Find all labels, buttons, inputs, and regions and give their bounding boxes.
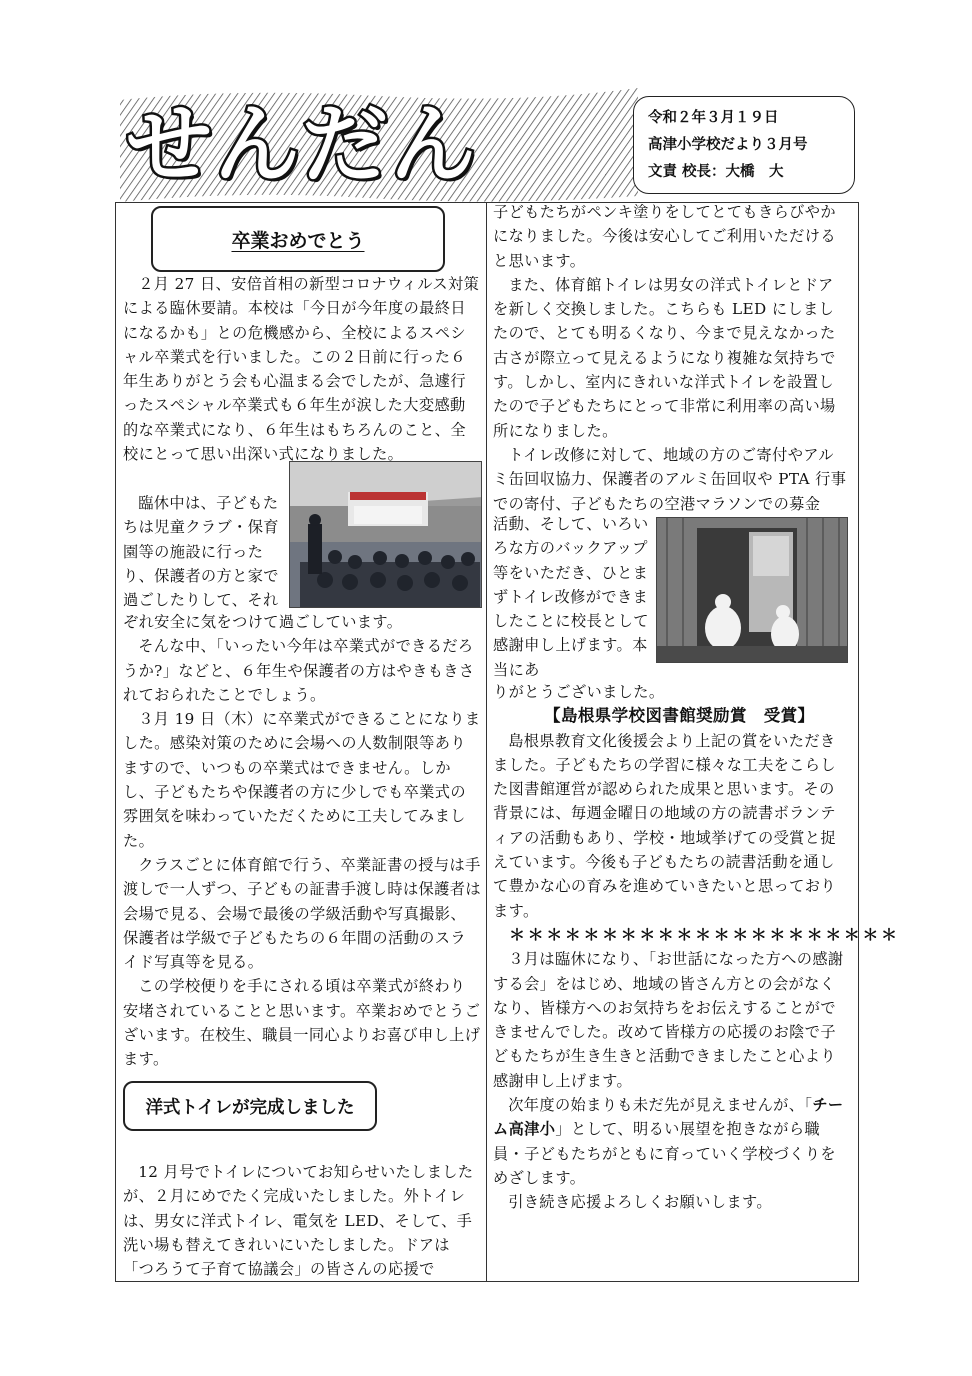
masthead	[118, 86, 640, 204]
toilet-heading: 洋式トイレが完成しました	[145, 1097, 355, 1118]
issue-date: 令和２年３月１９日	[648, 110, 779, 126]
closing-paragraph-team	[493, 1093, 849, 1190]
toilet-article	[123, 1160, 481, 1281]
issue-info-box	[633, 96, 855, 194]
team-text-after: 」として、明るい展望を抱きながら職員・子どもたちがともに育っていく学校づくりをめざします。	[493, 1120, 836, 1187]
right-column-lower	[493, 680, 900, 1215]
toilet-paragraph: 12 月号でトイレについてお知らせいたしましたが、２月にめでたく完成いたしました。外トイレは、男女に洋式トイレ、電気を LED、そして、手洗い場も替えてきれいにいたしました。ドアは「つろうて子育て協議会」の皆さんの応援で	[123, 1163, 474, 1279]
toilet-paragraph-cont: 活動、そして、いろいろな方のバックアップ等をいただき、ひとまずトイレ改修ができましたことに校長として感謝申し上げます。本当にあ	[493, 515, 649, 679]
graduation-article-cont	[123, 610, 481, 1072]
graduation-heading: 卒業おめでとう	[231, 229, 365, 252]
newsletter-name: 高津小学校だより３月号	[648, 137, 808, 153]
toilet-paragraph-cont: りがとうございました。	[493, 683, 665, 701]
award-paragraph: 島根県教育文化後援会より上記の賞をいただきました。子どもたちの学習に様々な工夫をこらした図書館運営が認められた成果と思います。その背景には、毎週金曜日の地域の方の読書ボランティアの活動もあり、学校・地域挙げての受賞と捉えています。今後も子どもたちの読書活動を通して豊かな心の育みを進めていきたいと思っております。	[493, 731, 836, 920]
toilet-renovation-photo	[656, 517, 848, 663]
separator-stars: ＊＊＊＊＊＊＊＊＊＊＊＊＊＊＊＊＊＊＊＊＊	[509, 924, 900, 944]
author-line: 文責 校長：大橋 大	[648, 164, 784, 180]
award-heading: 【島根県学校図書館奨励賞 受賞】	[544, 706, 815, 726]
graduation-article	[123, 272, 481, 466]
team-name: チーム高津小	[493, 1096, 844, 1139]
closing-paragraph: 引き続き応援よろしくお願いします。	[508, 1193, 772, 1212]
graduation-paragraph: ２月 27 日、安倍首相の新型コロナウィルス対策による臨休要請。本校は「今日が今年度の最終日になるかも」との危機感から、全校によるスペシャル卒業式を行いました。この２日前に行った６年生ありがとう会も心温まる会でしたが、急遽行ったスペシャル卒業式も６年生が涙した大変感動的な卒業式になり、６年生はもちろんのこと、全校にとって思い出深い式になりました。	[123, 275, 480, 464]
thanks-wrap-text	[493, 512, 649, 682]
toilet-paragraph-cont: 子どもたちがペンキ塗りをしてとてもきらびやかになりました。今後は安心してご利用いただけると思います。	[493, 203, 836, 270]
graduation-paragraph-cont: ぞれ安全に気をつけて過ごしています。	[123, 613, 403, 631]
graduation-paragraph: そんな中、「いったい今年は卒業式ができるだろうか?」などと、６年生や保護者の方はやきもきされておられたことでしょう。	[123, 637, 475, 704]
right-column	[493, 200, 849, 516]
graduation-paragraph: 臨休中は、子どもたちは児童クラブ・保育園等の施設に行ったり、保護者の方と家で過ごしたりして、それ	[123, 494, 279, 610]
masthead-title: せんだん	[126, 95, 478, 195]
graduation-wrap-text	[123, 491, 283, 612]
graduation-ceremony-photo	[289, 461, 482, 608]
toilet-paragraph: また、体育館トイレは男女の洋式トイレとドアを新しく交換しました。こちらも LED にしましたので、とても明るくなり、今まで見えなかった古さが際立って見えるようになり複雑な気持ちです。しかし、室内にきれいな洋式トイレを設置したので子どもたちにとって非常に利用率の高い場所になりました。	[493, 275, 836, 440]
team-text-before: 次年度の始まりも未だ先が見えませんが、「	[508, 1096, 813, 1115]
graduation-paragraph: この学校便りを手にされる頃は卒業式が終わり安堵されていることと思います。卒業おめでとうございます。在校生、職員一同心よりお喜び申し上げます。	[123, 977, 481, 1069]
graduation-paragraph: ３月 19 日（木）に卒業式ができることになりました。感染対策のために会場への人数制限等ありますので、いつもの卒業式はできません。しかし、子どもたちや保護者の方に少しでも卒業式の雰囲気を味わっていただくために工夫してみました。	[123, 710, 481, 850]
toilet-heading-box	[123, 1081, 377, 1131]
toilet-paragraph: トイレ改修に対して、地域の方のご寄付やアルミ缶回収協力、保護者のアルミ缶回収や PTA 行事での寄付、子どもたちの空港マラソンでの募金	[493, 445, 847, 513]
column-divider	[486, 202, 487, 1282]
graduation-heading-box	[151, 206, 445, 272]
closing-paragraph: ３月は臨休になり、「お世話になった方への感謝する会」をはじめ、地域の皆さん方との会がなくなり、皆様方へのお気持ちをお伝えすることができませんでした。改めて皆様方の応援のお陰で子どもたちが生き生きと活動できましたこと心より感謝申し上げます。	[493, 950, 844, 1090]
graduation-paragraph: クラスごとに体育館で行う、卒業証書の授与は手渡しで一人ずつ、子どもの証書手渡し時は保護者は会場で見る、会場で最後の学級活動や写真撮影、保護者は学級で子どもたちの６年間の活動のスライド写真等を見る。	[123, 855, 481, 972]
